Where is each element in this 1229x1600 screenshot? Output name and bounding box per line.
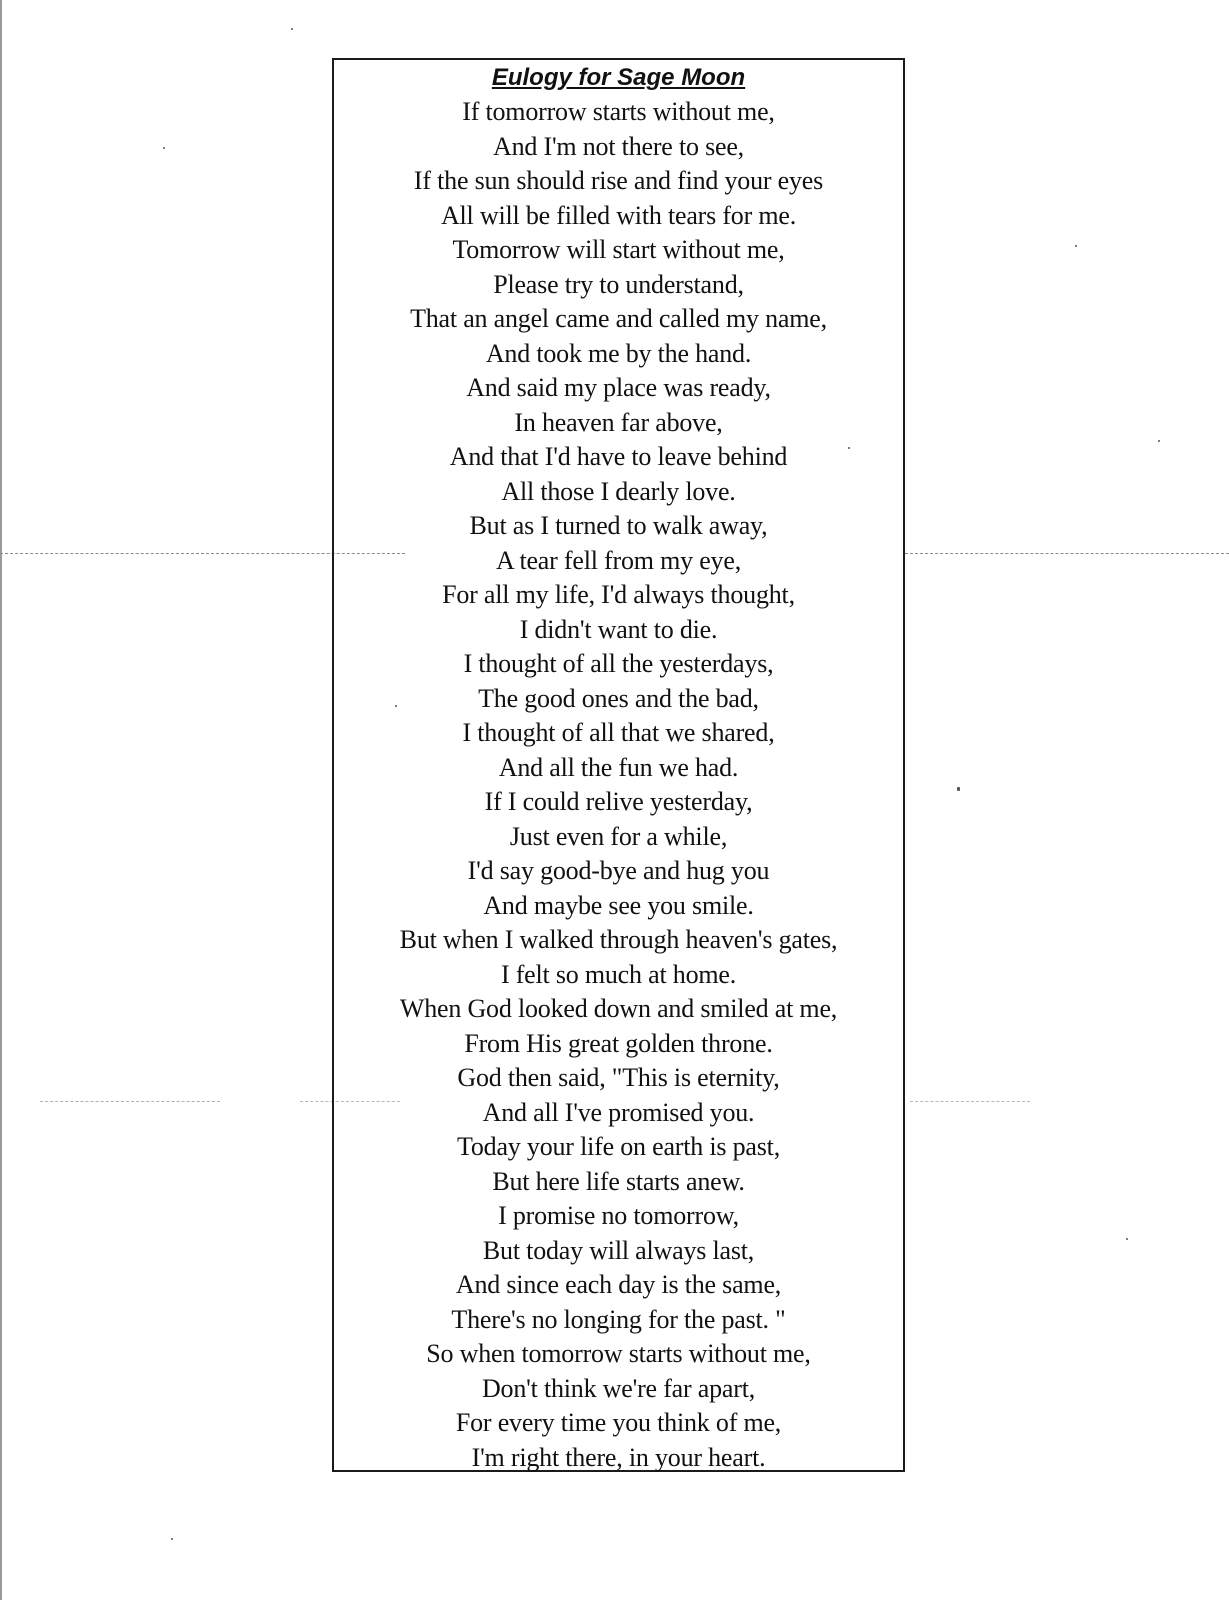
poem-line: But today will always last, (482, 1235, 755, 1265)
scan-speck (1075, 245, 1077, 247)
poem-line: But as I turned to walk away, (469, 511, 768, 540)
poem-line: I felt so much at home. (500, 959, 737, 989)
poem-line: Please try to understand, (493, 269, 744, 299)
fold-crease (905, 553, 1229, 554)
poem-lines (334, 95, 903, 1475)
scan-speck (1158, 440, 1160, 442)
poem-line: For all my life, I'd always thought, (442, 580, 795, 609)
poem-line: I promise no tomorrow, (498, 1201, 739, 1230)
poem-line: For every time you think of me, (455, 1408, 782, 1437)
poem-line: And that I'd have to leave behind (449, 442, 788, 471)
poem-line: All those I dearly love. (501, 476, 736, 506)
poem-line: Don't think we're far apart, (481, 1373, 756, 1403)
poem-line: In heaven far above, (514, 407, 723, 437)
poem-line: That an angel came and called my name, (410, 304, 827, 333)
scan-speck (171, 1538, 173, 1540)
poem-line: And said my place was ready, (466, 373, 771, 402)
poem-line: But when I walked through heaven's gates, (399, 925, 838, 954)
poem-title: Eulogy for Sage Moon (491, 64, 746, 91)
poem-line: I thought of all the yesterdays, (463, 649, 774, 678)
poem-box (332, 58, 905, 1472)
poem-line: God then said, "This is eternity, (457, 1063, 780, 1092)
scan-speck (163, 147, 165, 149)
scan-speck (1126, 1238, 1128, 1240)
poem-line: Just even for a while, (509, 821, 728, 851)
poem-line: When God looked down and smiled at me, (399, 994, 838, 1023)
poem-line: If the sun should rise and find your eyes (413, 166, 824, 195)
poem-line: And I'm not there to see, (493, 131, 744, 161)
poem-line: The good ones and the bad, (478, 683, 759, 713)
poem-line: But here life starts anew. (492, 1166, 745, 1196)
poem-line: From His great golden throne. (464, 1028, 773, 1058)
poem-line: I didn't want to die. (519, 614, 718, 644)
poem-line: A tear fell from my eye, (496, 545, 741, 575)
fold-crease (40, 1101, 220, 1102)
poem-line: And since each day is the same, (455, 1270, 782, 1299)
poem-line: And all I've promised you. (482, 1097, 755, 1127)
scan-speck (957, 787, 960, 791)
poem-line: I'm right there, in your heart. (471, 1442, 766, 1472)
poem-line: I thought of all that we shared, (462, 718, 775, 747)
scan-speck (291, 28, 293, 30)
poem-line: And maybe see you smile. (483, 890, 754, 920)
poem-line: Tomorrow will start without me, (452, 235, 785, 264)
poem-line: I'd say good-bye and hug you (467, 856, 770, 885)
poem-line: Today your life on earth is past, (457, 1132, 780, 1161)
poem-line: So when tomorrow starts without me, (426, 1339, 811, 1368)
poem-line: And all the fun we had. (498, 752, 739, 782)
poem-line: And took me by the hand. (485, 338, 752, 368)
scan-edge (0, 0, 2, 1600)
poem-line: All will be filled with tears for me. (440, 200, 797, 230)
poem-line: If tomorrow starts without me, (462, 97, 775, 126)
fold-crease (910, 1101, 1030, 1102)
poem-line: If I could relive yesterday, (484, 787, 753, 816)
poem-line: There's no longing for the past. " (451, 1304, 786, 1334)
